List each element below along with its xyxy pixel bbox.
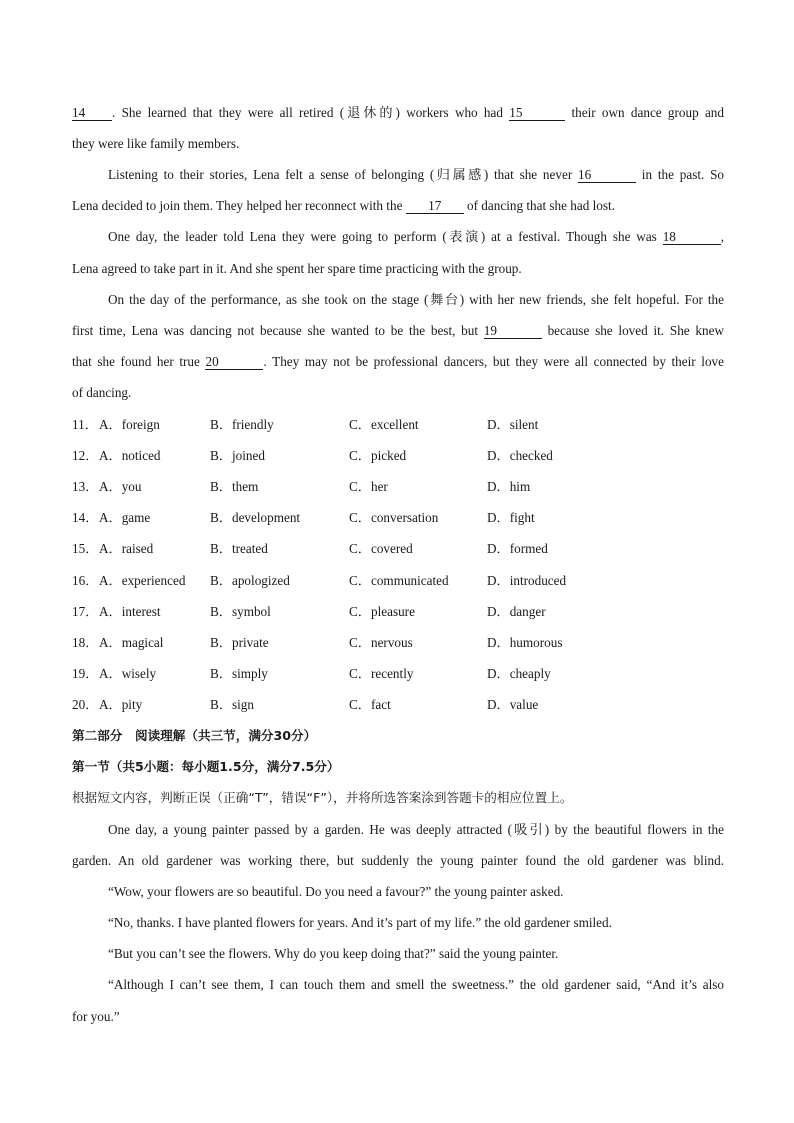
option-d[interactable]: D．fight [487,510,535,525]
option-a[interactable]: A．foreign [99,417,160,432]
blank-16[interactable]: 16 [578,168,636,183]
option-d[interactable]: D．cheaply [487,666,551,681]
blank-15[interactable]: 15 [509,106,565,121]
option-a[interactable]: A．you [99,479,142,494]
blank-19[interactable]: 19 [484,324,542,339]
option-b[interactable]: B．apologized [210,573,290,588]
passage-line: Lena decided to join them. They helped her reconnect with the 17 of dancing that she had lost. [72,198,615,213]
question-number: 12． [72,448,99,463]
option-c[interactable]: C．picked [349,448,407,463]
option-b[interactable]: B．friendly [210,417,274,432]
question-number: 17． [72,604,99,619]
question-row-17 [72,604,724,620]
question-row-19 [72,666,724,682]
option-a[interactable]: A．magical [99,635,164,650]
option-d[interactable]: D．formed [487,541,548,556]
question-number: 18． [72,635,99,650]
option-c[interactable]: C．recently [349,666,414,681]
question-number: 16． [72,573,99,588]
passage-line: “But you can’t see the flowers. Why do you keep doing that?” said the young painter. [108,946,559,961]
option-a[interactable]: A．experienced [99,573,186,588]
option-c[interactable]: C．pleasure [349,604,415,619]
option-c[interactable]: C．her [349,479,388,494]
option-b[interactable]: B．sign [210,697,254,712]
option-b[interactable]: B．treated [210,541,268,556]
question-row-15 [72,541,724,557]
option-b[interactable]: B．development [210,510,301,525]
option-d[interactable]: D．him [487,479,531,494]
blank-14[interactable]: 14 [72,106,112,121]
passage-line: Listening to their stories, Lena felt a sense of belonging (归属感) that she never 16 in the past. So [108,167,724,182]
passage-line: One day, a young painter passed by a garden. He was deeply attracted (吸引) by the beautiful flowers in the [108,822,724,837]
option-b[interactable]: B．them [210,479,259,494]
question-row-18 [72,635,724,651]
question-number: 13． [72,479,99,494]
option-a[interactable]: A．interest [99,604,161,619]
passage-line: “Wow, your flowers are so beautiful. Do you need a favour?” the young painter asked. [108,884,564,899]
question-row-16 [72,573,724,589]
passage-line: they were like family members. [72,136,240,151]
option-b[interactable]: B．symbol [210,604,271,619]
question-row-11 [72,417,724,433]
passage-line: “Although I can’t see them, I can touch them and smell the sweetness.” the old gardener said, “And it’s also [108,977,724,992]
option-a[interactable]: A．raised [99,541,154,556]
passage-line: 14 . She learned that they were all retired (退休的) workers who had 15 their own dance group and [72,105,724,120]
question-row-20 [72,697,724,713]
option-d[interactable]: D．checked [487,448,553,463]
question-number: 11． [72,417,98,432]
question-number: 20． [72,697,99,712]
option-c[interactable]: C．conversation [349,510,439,525]
passage-line: garden. An old gardener was working there, but suddenly the young painter found the old gardener was blind. [72,853,724,868]
passage-line: for you.” [72,1009,120,1024]
passage-line: On the day of the performance, as she took on the stage (舞台) with her new friends, she felt hopeful. For the [108,292,724,307]
option-b[interactable]: B．joined [210,448,265,463]
option-d[interactable]: D．introduced [487,573,567,588]
option-a[interactable]: A．wisely [99,666,157,681]
question-row-12 [72,448,724,464]
question-number: 14． [72,510,99,525]
section-subtitle: 第一节（共5小题：每小题1.5分，满分7.5分） [72,759,340,774]
passage-line: first time, Lena was dancing not because she wanted to be the best, but 19 because she loved it. She knew [72,323,724,338]
option-c[interactable]: C．excellent [349,417,419,432]
question-row-14 [72,510,724,526]
option-c[interactable]: C．communicated [349,573,449,588]
option-b[interactable]: B．simply [210,666,268,681]
question-number: 15． [72,541,99,556]
section-title: 第二部分 阅读理解（共三节，满分30分） [72,728,317,743]
option-c[interactable]: C．nervous [349,635,413,650]
question-number: 19． [72,666,99,681]
passage-line: “No, thanks. I have planted flowers for years. And it’s part of my life.” the old gardener smiled. [108,915,612,930]
passage-line: of dancing. [72,385,132,400]
option-d[interactable]: D．silent [487,417,539,432]
option-c[interactable]: C．fact [349,697,391,712]
option-d[interactable]: D．value [487,697,539,712]
option-a[interactable]: A．pity [99,697,143,712]
section-instruction: 根据短文内容，判断正误（正确“T”，错误“F”），并将所选答案涂到答题卡的相应位置上。 [72,790,573,805]
option-a[interactable]: A．noticed [99,448,161,463]
option-b[interactable]: B．private [210,635,269,650]
question-row-13 [72,479,724,495]
option-c[interactable]: C．covered [349,541,413,556]
option-a[interactable]: A．game [99,510,151,525]
passage-line: that she found her true 20 . They may not be professional dancers, but they were all connected by their love [72,354,724,369]
blank-17[interactable]: 17 [406,199,464,214]
passage-line: One day, the leader told Lena they were going to perform (表演) at a festival. Though she was 18 , [108,229,724,244]
passage-line: Lena agreed to take part in it. And she spent her spare time practicing with the group. [72,261,522,276]
option-d[interactable]: D．humorous [487,635,563,650]
blank-20[interactable]: 20 [205,355,263,370]
blank-18[interactable]: 18 [663,230,721,245]
option-d[interactable]: D．danger [487,604,546,619]
